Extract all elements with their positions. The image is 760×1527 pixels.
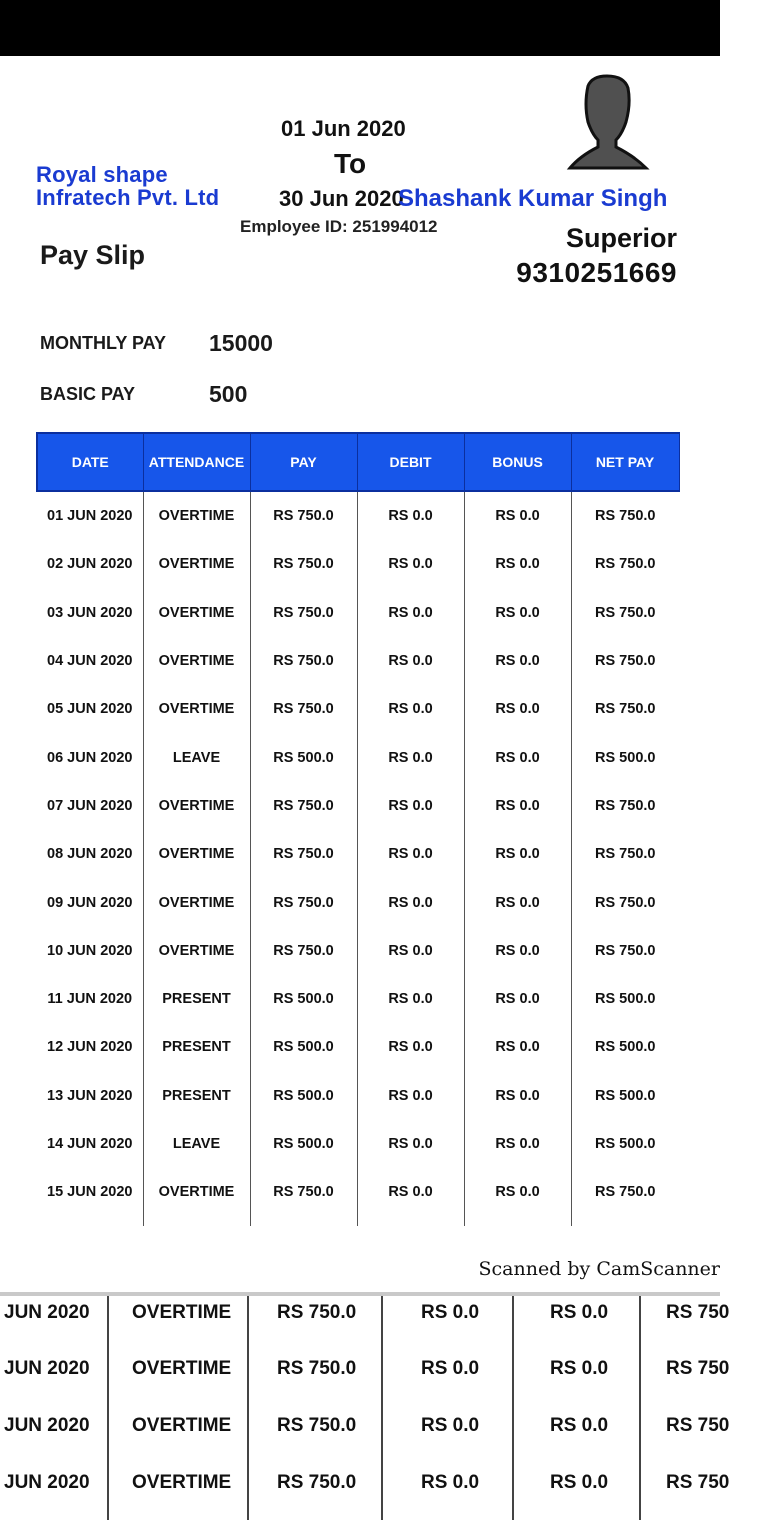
cell-attendance: OVERTIME bbox=[143, 927, 250, 975]
cell-attendance: LEAVE bbox=[143, 1120, 250, 1168]
cell-net-pay: RS 750.0 bbox=[595, 701, 656, 718]
company-name-line-2: Infratech Pvt. Ltd bbox=[36, 185, 220, 210]
employee-designation: Superior bbox=[565, 223, 677, 253]
cell-net-pay: RS 750 bbox=[666, 1358, 730, 1379]
cell-date: 01 JUN 2020 bbox=[37, 491, 143, 540]
cell-pay: RS 750.0 bbox=[250, 1168, 357, 1216]
cell-bonus: RS 0.0 bbox=[464, 540, 571, 588]
cell-debit: RS 0.0 bbox=[357, 1120, 464, 1168]
cell-net-pay: RS 750.0 bbox=[595, 508, 656, 525]
cell-attendance: OVERTIME bbox=[143, 540, 250, 588]
pay-table bbox=[36, 432, 680, 1226]
employee-id: Employee ID: 251994012 bbox=[240, 217, 438, 236]
cell-debit: RS 0.0 bbox=[421, 1302, 480, 1323]
cell-debit: RS 0.0 bbox=[357, 1168, 464, 1216]
cell-pay: RS 750.0 bbox=[277, 1472, 357, 1493]
cell-net-pay: RS 500.0 bbox=[595, 991, 656, 1008]
cell-pay: RS 500.0 bbox=[250, 733, 357, 781]
cell-net-pay: RS 750.0 bbox=[595, 1184, 656, 1201]
cell-date: 05 JUN 2020 bbox=[37, 685, 143, 733]
cell-net-pay: RS 750 bbox=[666, 1472, 730, 1493]
cell-attendance: PRESENT bbox=[143, 1023, 250, 1071]
cell-date: 13 JUN 2020 bbox=[37, 1072, 143, 1120]
second-page-fragment bbox=[0, 1296, 730, 1520]
table-row bbox=[37, 491, 679, 540]
cell-debit: RS 0.0 bbox=[357, 1072, 464, 1120]
table-row bbox=[37, 685, 679, 733]
column-header-net-pay: NET PAY bbox=[571, 433, 679, 491]
cell-pay: RS 500.0 bbox=[250, 1120, 357, 1168]
cell-pay: RS 750.0 bbox=[250, 878, 357, 926]
column-header-date: DATE bbox=[37, 433, 143, 491]
cell-attendance: OVERTIME bbox=[143, 830, 250, 878]
cell-bonus: RS 0.0 bbox=[550, 1358, 609, 1379]
cell-date: JUN 2020 bbox=[4, 1358, 90, 1379]
cell-pay: RS 750.0 bbox=[250, 637, 357, 685]
cell-debit: RS 0.0 bbox=[357, 782, 464, 830]
cell-attendance: OVERTIME bbox=[143, 491, 250, 540]
cell-debit: RS 0.0 bbox=[357, 927, 464, 975]
cell-debit: RS 0.0 bbox=[357, 685, 464, 733]
cell-net-pay: RS 750.0 bbox=[595, 604, 656, 621]
cell-date: 08 JUN 2020 bbox=[37, 830, 143, 878]
table-row bbox=[37, 589, 679, 637]
cell-date: JUN 2020 bbox=[4, 1472, 90, 1493]
cell-date: 02 JUN 2020 bbox=[37, 540, 143, 588]
cell-pay: RS 750.0 bbox=[277, 1415, 357, 1436]
cell-net-pay: RS 500.0 bbox=[595, 1136, 656, 1152]
scanner-watermark: Scanned by CamScanner bbox=[478, 1258, 720, 1280]
filler-cell bbox=[464, 1216, 571, 1226]
cell-date: 11 JUN 2020 bbox=[37, 975, 143, 1023]
employee-phone: 9310251669 bbox=[516, 257, 677, 288]
employee-name: Shashank Kumar Singh bbox=[398, 185, 668, 212]
avatar-icon bbox=[566, 74, 648, 174]
column-header-bonus: BONUS bbox=[464, 433, 571, 491]
table-filler-row bbox=[37, 1216, 679, 1226]
top-status-bar bbox=[0, 0, 720, 56]
basic-pay-value: 500 bbox=[209, 381, 248, 407]
cell-debit: RS 0.0 bbox=[421, 1415, 480, 1436]
cell-attendance: LEAVE bbox=[143, 733, 250, 781]
period-to-label: To bbox=[334, 148, 367, 179]
column-header-attendance: ATTENDANCE bbox=[143, 433, 250, 491]
cell-date: 04 JUN 2020 bbox=[37, 637, 143, 685]
cell-debit: RS 0.0 bbox=[357, 975, 464, 1023]
table-row bbox=[37, 1072, 679, 1120]
cell-attendance: OVERTIME bbox=[132, 1415, 232, 1436]
monthly-pay-label: MONTHLY PAY bbox=[40, 333, 167, 353]
cell-bonus: RS 0.0 bbox=[550, 1472, 609, 1493]
cell-pay: RS 750.0 bbox=[250, 782, 357, 830]
table-row bbox=[37, 540, 679, 588]
cell-pay: RS 500.0 bbox=[250, 1023, 357, 1071]
cell-attendance: OVERTIME bbox=[143, 1168, 250, 1216]
table-row bbox=[37, 1120, 679, 1168]
cell-attendance: OVERTIME bbox=[143, 782, 250, 830]
table-row bbox=[37, 782, 679, 830]
cell-date: JUN 2020 bbox=[4, 1302, 90, 1323]
cell-debit: RS 0.0 bbox=[357, 1023, 464, 1071]
table-row bbox=[0, 1302, 760, 1357]
cell-attendance: OVERTIME bbox=[143, 878, 250, 926]
table-row bbox=[37, 975, 679, 1023]
cell-date: 03 JUN 2020 bbox=[37, 589, 143, 637]
cell-pay: RS 500.0 bbox=[250, 1072, 357, 1120]
cell-debit: RS 0.0 bbox=[357, 589, 464, 637]
cell-attendance: OVERTIME bbox=[143, 637, 250, 685]
table-row bbox=[37, 1023, 679, 1071]
cell-date: 14 JUN 2020 bbox=[37, 1120, 143, 1168]
cell-date: 10 JUN 2020 bbox=[37, 927, 143, 975]
cell-pay: RS 750.0 bbox=[250, 927, 357, 975]
cell-debit: RS 0.0 bbox=[357, 830, 464, 878]
cell-date: 15 JUN 2020 bbox=[37, 1168, 143, 1216]
cell-date: 09 JUN 2020 bbox=[37, 878, 143, 926]
cell-net-pay: RS 750.0 bbox=[595, 556, 656, 573]
cell-attendance: PRESENT bbox=[143, 975, 250, 1023]
cell-pay: RS 750.0 bbox=[277, 1302, 357, 1323]
table-header-row bbox=[37, 433, 679, 491]
cell-debit: RS 0.0 bbox=[357, 540, 464, 588]
table-row bbox=[0, 1472, 760, 1527]
document-title: Pay Slip bbox=[40, 240, 146, 270]
cell-date: 06 JUN 2020 bbox=[37, 733, 143, 781]
cell-date: 12 JUN 2020 bbox=[37, 1023, 143, 1071]
cell-debit: RS 0.0 bbox=[357, 878, 464, 926]
filler-cell bbox=[37, 1216, 143, 1226]
basic-pay-label: BASIC PAY bbox=[40, 384, 136, 404]
cell-bonus: RS 0.0 bbox=[464, 1072, 571, 1120]
cell-date: 07 JUN 2020 bbox=[37, 782, 143, 830]
filler-cell bbox=[357, 1216, 464, 1226]
filler-cell bbox=[143, 1216, 250, 1226]
table-row bbox=[37, 927, 679, 975]
cell-net-pay: RS 750 bbox=[666, 1302, 730, 1323]
cell-bonus: RS 0.0 bbox=[464, 685, 571, 733]
cell-attendance: PRESENT bbox=[143, 1072, 250, 1120]
cell-pay: RS 750.0 bbox=[250, 540, 357, 588]
cell-net-pay: RS 750.0 bbox=[595, 894, 656, 911]
cell-date: JUN 2020 bbox=[4, 1415, 90, 1436]
cell-debit: RS 0.0 bbox=[357, 637, 464, 685]
cell-debit: RS 0.0 bbox=[357, 491, 464, 540]
cell-bonus: RS 0.0 bbox=[464, 491, 571, 540]
column-header-debit: DEBIT bbox=[357, 433, 464, 491]
cell-bonus: RS 0.0 bbox=[464, 637, 571, 685]
company-name bbox=[36, 163, 219, 209]
cell-pay: RS 750.0 bbox=[277, 1358, 357, 1379]
company-name-line-1: Royal shape bbox=[36, 162, 168, 187]
cell-attendance: OVERTIME bbox=[143, 589, 250, 637]
cell-bonus: RS 0.0 bbox=[464, 589, 571, 637]
cell-pay: RS 750.0 bbox=[250, 685, 357, 733]
cell-pay: RS 750.0 bbox=[250, 830, 357, 878]
monthly-pay-value: 15000 bbox=[209, 330, 273, 356]
table-row bbox=[37, 878, 679, 926]
cell-debit: RS 0.0 bbox=[421, 1472, 480, 1493]
cell-attendance: OVERTIME bbox=[143, 685, 250, 733]
cell-debit: RS 0.0 bbox=[421, 1358, 480, 1379]
cell-pay: RS 750.0 bbox=[250, 589, 357, 637]
filler-cell bbox=[250, 1216, 357, 1226]
cell-net-pay: RS 750.0 bbox=[595, 942, 656, 959]
cell-attendance: OVERTIME bbox=[132, 1302, 232, 1323]
cell-bonus: RS 0.0 bbox=[464, 975, 571, 1023]
cell-net-pay: RS 500.0 bbox=[595, 1039, 656, 1056]
table-row bbox=[0, 1415, 760, 1470]
table-row bbox=[37, 830, 679, 878]
cell-debit: RS 0.0 bbox=[357, 733, 464, 781]
cell-attendance: OVERTIME bbox=[132, 1358, 232, 1379]
table-row bbox=[37, 637, 679, 685]
cell-bonus: RS 0.0 bbox=[464, 1168, 571, 1216]
cell-bonus: RS 0.0 bbox=[464, 782, 571, 830]
cell-net-pay: RS 500.0 bbox=[595, 749, 656, 766]
filler-cell bbox=[571, 1216, 679, 1226]
cell-bonus: RS 0.0 bbox=[550, 1415, 609, 1436]
cell-net-pay: RS 500.0 bbox=[595, 1087, 656, 1104]
cell-net-pay: RS 750.0 bbox=[595, 797, 656, 814]
cell-attendance: OVERTIME bbox=[132, 1472, 232, 1493]
cell-net-pay: RS 750 bbox=[666, 1415, 730, 1436]
column-header-pay: PAY bbox=[250, 433, 357, 491]
cell-bonus: RS 0.0 bbox=[550, 1302, 609, 1323]
cell-bonus: RS 0.0 bbox=[464, 878, 571, 926]
cell-pay: RS 500.0 bbox=[250, 975, 357, 1023]
period-end-date: 30 Jun 2020 bbox=[279, 186, 404, 211]
cell-bonus: RS 0.0 bbox=[464, 733, 571, 781]
cell-bonus: RS 0.0 bbox=[464, 1023, 571, 1071]
table-row bbox=[0, 1358, 760, 1413]
cell-bonus: RS 0.0 bbox=[464, 830, 571, 878]
table-row bbox=[37, 733, 679, 781]
cell-net-pay: RS 750.0 bbox=[595, 846, 656, 863]
cell-net-pay: RS 750.0 bbox=[595, 653, 656, 670]
table-row bbox=[37, 1168, 679, 1216]
cell-bonus: RS 0.0 bbox=[464, 1120, 571, 1168]
period-start-date: 01 Jun 2020 bbox=[281, 116, 406, 141]
cell-pay: RS 750.0 bbox=[250, 491, 357, 540]
cell-bonus: RS 0.0 bbox=[464, 927, 571, 975]
